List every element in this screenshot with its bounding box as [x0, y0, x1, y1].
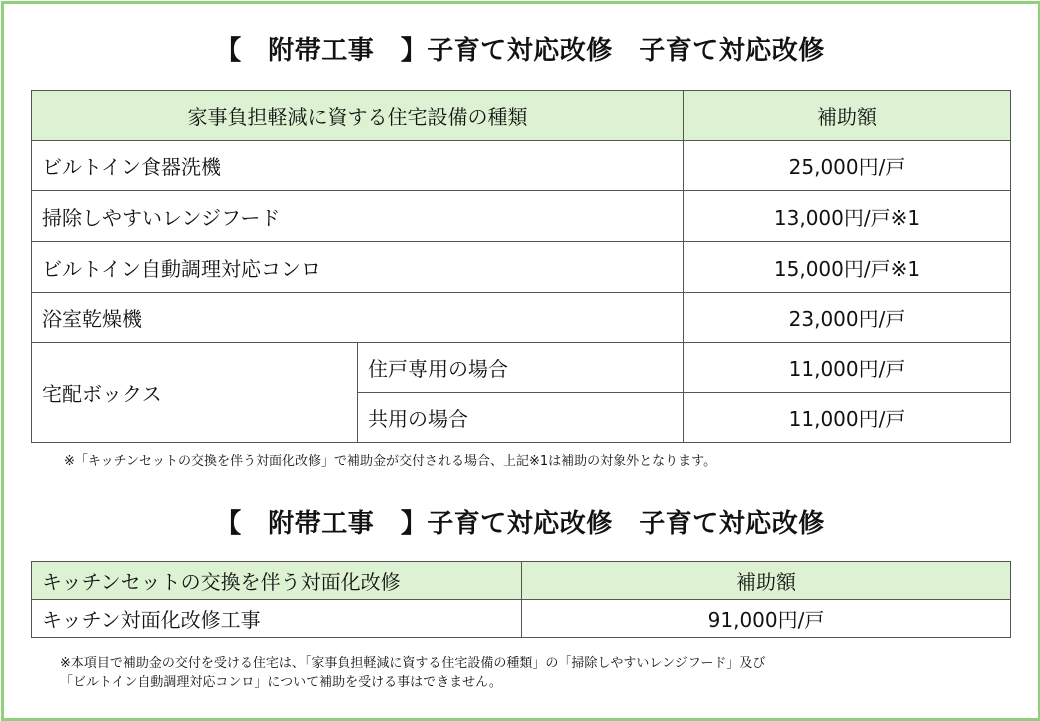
- row-amount: 11,000円/戸: [684, 393, 1011, 443]
- table-row: [32, 191, 1011, 242]
- table-row: [32, 293, 1011, 343]
- row-subitem: 共用の場合: [358, 393, 684, 443]
- kitchen-subsidy-table: [31, 561, 1011, 638]
- row-item: ビルトイン自動調理対応コンロ: [32, 242, 684, 293]
- row-item: ビルトイン食器洗機: [32, 141, 684, 191]
- table-row: [32, 141, 1011, 191]
- row-item: キッチン対面化改修工事: [32, 600, 522, 638]
- column-header-amount: 補助額: [522, 562, 1011, 600]
- row-subitem: 住戸専用の場合: [358, 343, 684, 393]
- section2-footnote-line2: 「ビルトイン自動調理対応コンロ」について補助を受ける事はできません。: [60, 675, 502, 690]
- row-item: 掃除しやすいレンジフード: [32, 191, 684, 242]
- row-amount: 15,000円/戸※1: [684, 242, 1011, 293]
- column-header-amount: 補助額: [684, 91, 1011, 141]
- row-amount: 23,000円/戸: [684, 293, 1011, 343]
- column-header-item: キッチンセットの交換を伴う対面化改修: [32, 562, 522, 600]
- row-amount: 13,000円/戸※1: [684, 191, 1011, 242]
- row-amount: 91,000円/戸: [522, 600, 1011, 638]
- section2-footnote: [60, 654, 765, 692]
- table-row: [32, 343, 1011, 393]
- row-amount: 11,000円/戸: [684, 343, 1011, 393]
- section2-title: 【 附帯工事 】子育て対応改修 子育て対応改修: [215, 509, 825, 539]
- table-header-row: [32, 562, 1011, 600]
- table-header-row: [32, 91, 1011, 141]
- delivery-box-label: 宅配ボックス: [32, 343, 358, 443]
- section2-footnote-line1: ※本項目で補助金の交付を受ける住宅は、「家事負担軽減に資する住宅設備の種類」の「掃除しやすいレンジフード」及び: [60, 656, 766, 671]
- row-item: 浴室乾燥機: [32, 293, 684, 343]
- row-amount: 25,000円/戸: [684, 141, 1011, 191]
- section1-title: 【 附帯工事 】子育て対応改修 子育て対応改修: [215, 36, 825, 66]
- table-row: [32, 600, 1011, 638]
- table-row: [32, 242, 1011, 293]
- equipment-subsidy-table: [31, 90, 1011, 443]
- section1-footnote: ※「キッチンセットの交換を伴う対面化改修」で補助金が交付される場合、上記※1は補助の対象外となります。: [64, 454, 717, 469]
- column-header-item: 家事負担軽減に資する住宅設備の種類: [32, 91, 684, 141]
